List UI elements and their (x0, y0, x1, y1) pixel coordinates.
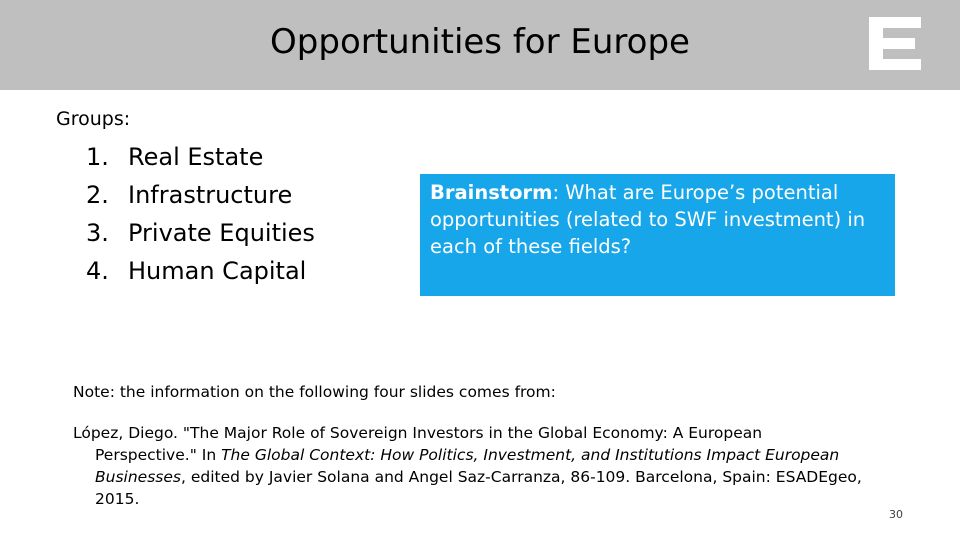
esade-logo-icon (869, 17, 921, 70)
list-item-label: Infrastructure (128, 181, 293, 209)
list-item (86, 252, 315, 290)
citation-line-1: López, Diego. "The Major Role of Sovereign Investors in the Global Economy: A European (73, 424, 763, 442)
citation-continuation (73, 444, 893, 510)
source-note: Note: the information on the following four slides comes from: (73, 383, 556, 401)
header-bar (0, 0, 960, 90)
groups-label: Groups: (56, 108, 131, 130)
list-item-label: Private Equities (128, 219, 315, 247)
callout-bold-prefix: Brainstorm (430, 181, 553, 204)
list-item-number: 4. (86, 257, 109, 285)
list-item-label: Human Capital (128, 257, 307, 285)
citation (73, 422, 893, 510)
callout-text: : What are Europe’s potential opportunities (related to SWF investment) in each of these fields? (430, 181, 866, 258)
citation-book-title: The Global Context: How Politics, Investment, and Institutions Impact European Businesses (95, 446, 840, 486)
list-item-number: 1. (86, 143, 109, 171)
list-item (86, 214, 315, 252)
slide-title: Opportunities for Europe (270, 22, 690, 62)
list-item (86, 176, 315, 214)
list-item-number: 3. (86, 219, 109, 247)
groups-list (86, 138, 315, 290)
list-item (86, 138, 315, 176)
citation-part-3: , edited by Javier Solana and Angel Saz-Carranza, 86-109. Barcelona, Spain: ESADEgeo, 2015. (95, 468, 862, 508)
citation-part-2: Perspective." In (95, 446, 222, 464)
brainstorm-callout (420, 174, 895, 296)
list-item-number: 2. (86, 181, 109, 209)
list-item-label: Real Estate (128, 143, 264, 171)
page-number: 30 (889, 508, 903, 521)
